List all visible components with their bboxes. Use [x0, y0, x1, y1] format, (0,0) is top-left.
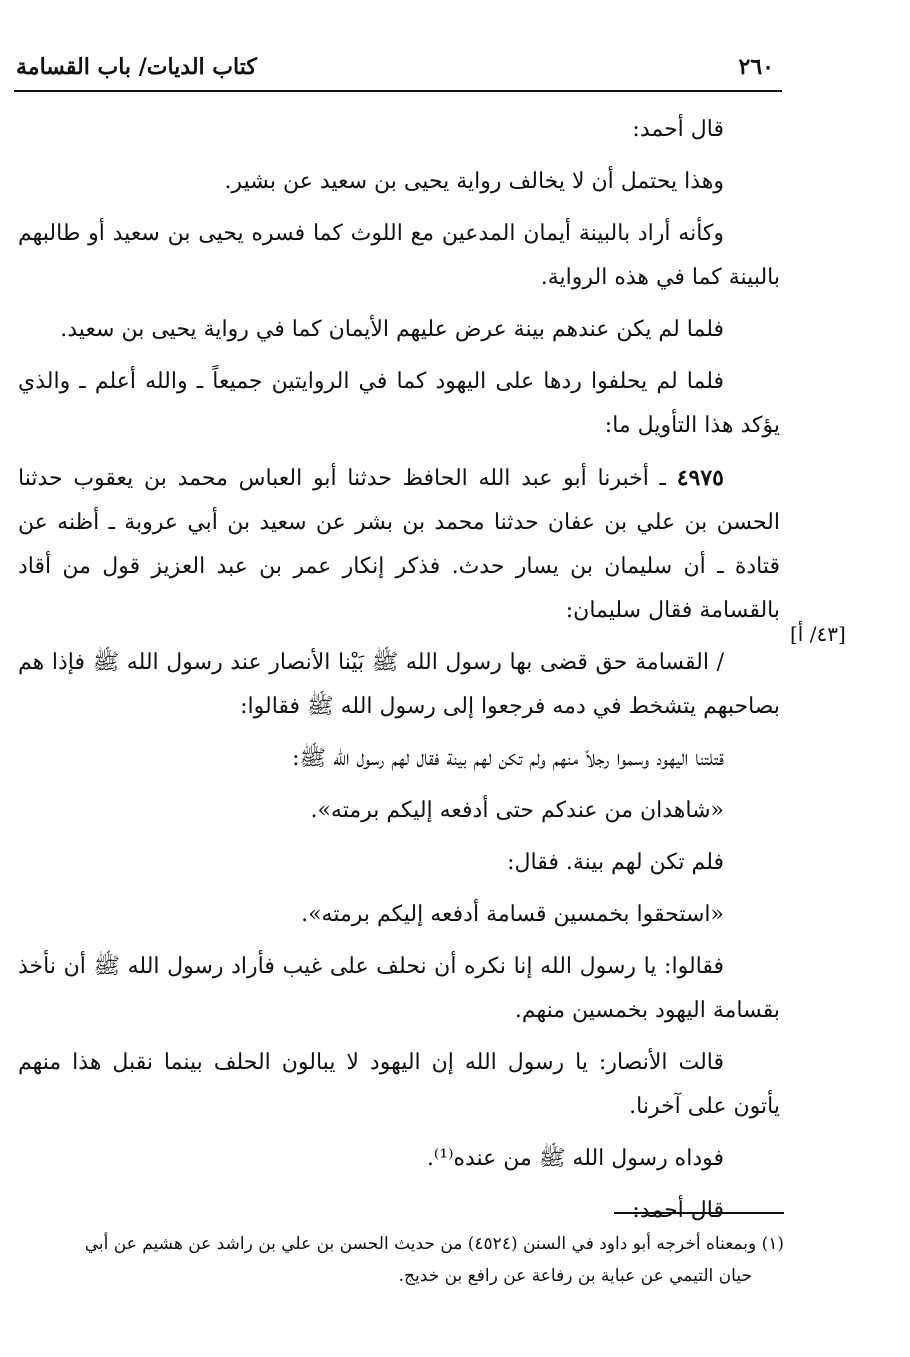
paragraph: فلما لم يكن عندهم بينة عرض عليهم الأيمان كما في رواية يحيى بن سعيد.	[60, 317, 724, 342]
page-header	[14, 50, 782, 92]
running-title: كتاب الديات/ باب القسامة	[16, 54, 257, 80]
footnote-line: (١) وبمعناه أخرجه أبو داود في السنن (٤٥٢٤) من حديث الحسن بن علي بن راشد عن هشيم عن أبي	[84, 1234, 784, 1254]
paragraph: قال أحمد:	[632, 1198, 724, 1223]
footnote-line: حيان التيمي عن عباية بن رفاعة عن رافع بن خديج.	[398, 1266, 752, 1286]
manuscript-folio-marker: [٤٣/ أ]	[790, 622, 846, 646]
paragraph: فلما لم يحلفوا ردها على اليهود كما في الروايتين جميعاً ـ والله أعلم ـ والذي يؤكد هذا التأويل ما:	[18, 369, 780, 438]
paragraph: قالت الأنصار: يا رسول الله إن اليهود لا يبالون الحلف بينما نقبل هذا منهم يأتون على آخرنا.	[18, 1050, 780, 1119]
paragraph: وكأنه أراد بالبينة أيمان المدعين مع اللوث كما فسره يحيى بن سعيد أو طالبهم بالبينة كما في هذه الرواية.	[18, 221, 780, 290]
paragraph: «استحقوا بخمسين قسامة أدفعه إليكم برمته».	[301, 902, 724, 927]
paragraph: فقالوا: يا رسول الله إنا نكره أن نحلف على غيب فأراد رسول الله ﷺ أن نأخذ بقسامة اليهود بخمسين منهم.	[18, 954, 780, 1023]
paragraph: فلم تكن لهم بينة. فقال:	[507, 850, 724, 875]
paragraph: فوداه رسول الله ﷺ من عنده⁽¹⁾.	[426, 1146, 724, 1171]
hadith-paragraph	[18, 456, 780, 633]
footnote	[18, 1228, 784, 1292]
paragraph: «شاهدان من عندكم حتى أدفعه إليكم برمته».	[310, 798, 724, 823]
paragraph: / القسامة حق قضى بها رسول الله ﷺ بَيْنا الأنصار عند رسول الله ﷺ فإذا هم بصاحبهم يتشخط في دمه فرجعوا إلى رسول الله ﷺ فقالوا:	[18, 650, 780, 719]
footnote-divider	[614, 1212, 784, 1214]
main-text	[18, 108, 780, 1241]
page-number: ٢٦٠	[738, 54, 774, 80]
hadith-number: ٤٩٧٥	[676, 465, 724, 491]
paragraph: قتلتنا اليهود وسموا رجلاً منهم ولم تكن لهم بينة فقال لهم رسول الله ﷺ:	[292, 746, 724, 771]
paragraph: وهذا يحتمل أن لا يخالف رواية يحيى بن سعيد عن بشير.	[224, 169, 724, 194]
paragraph: قال أحمد:	[632, 117, 724, 142]
hadith-text: ـ أخبرنا أبو عبد الله الحافظ حدثنا أبو العباس محمد بن يعقوب حدثنا الحسن بن علي بن عفان حدثنا محمد بن بشر عن سعيد بن أبي عروبة ـ أظنه عن قتادة ـ أن سليمان بن يسار حدث. فذكر إنكار عمر بن عبد العزيز قول من أقاد بالقسامة فقال سليمان:	[18, 466, 780, 623]
